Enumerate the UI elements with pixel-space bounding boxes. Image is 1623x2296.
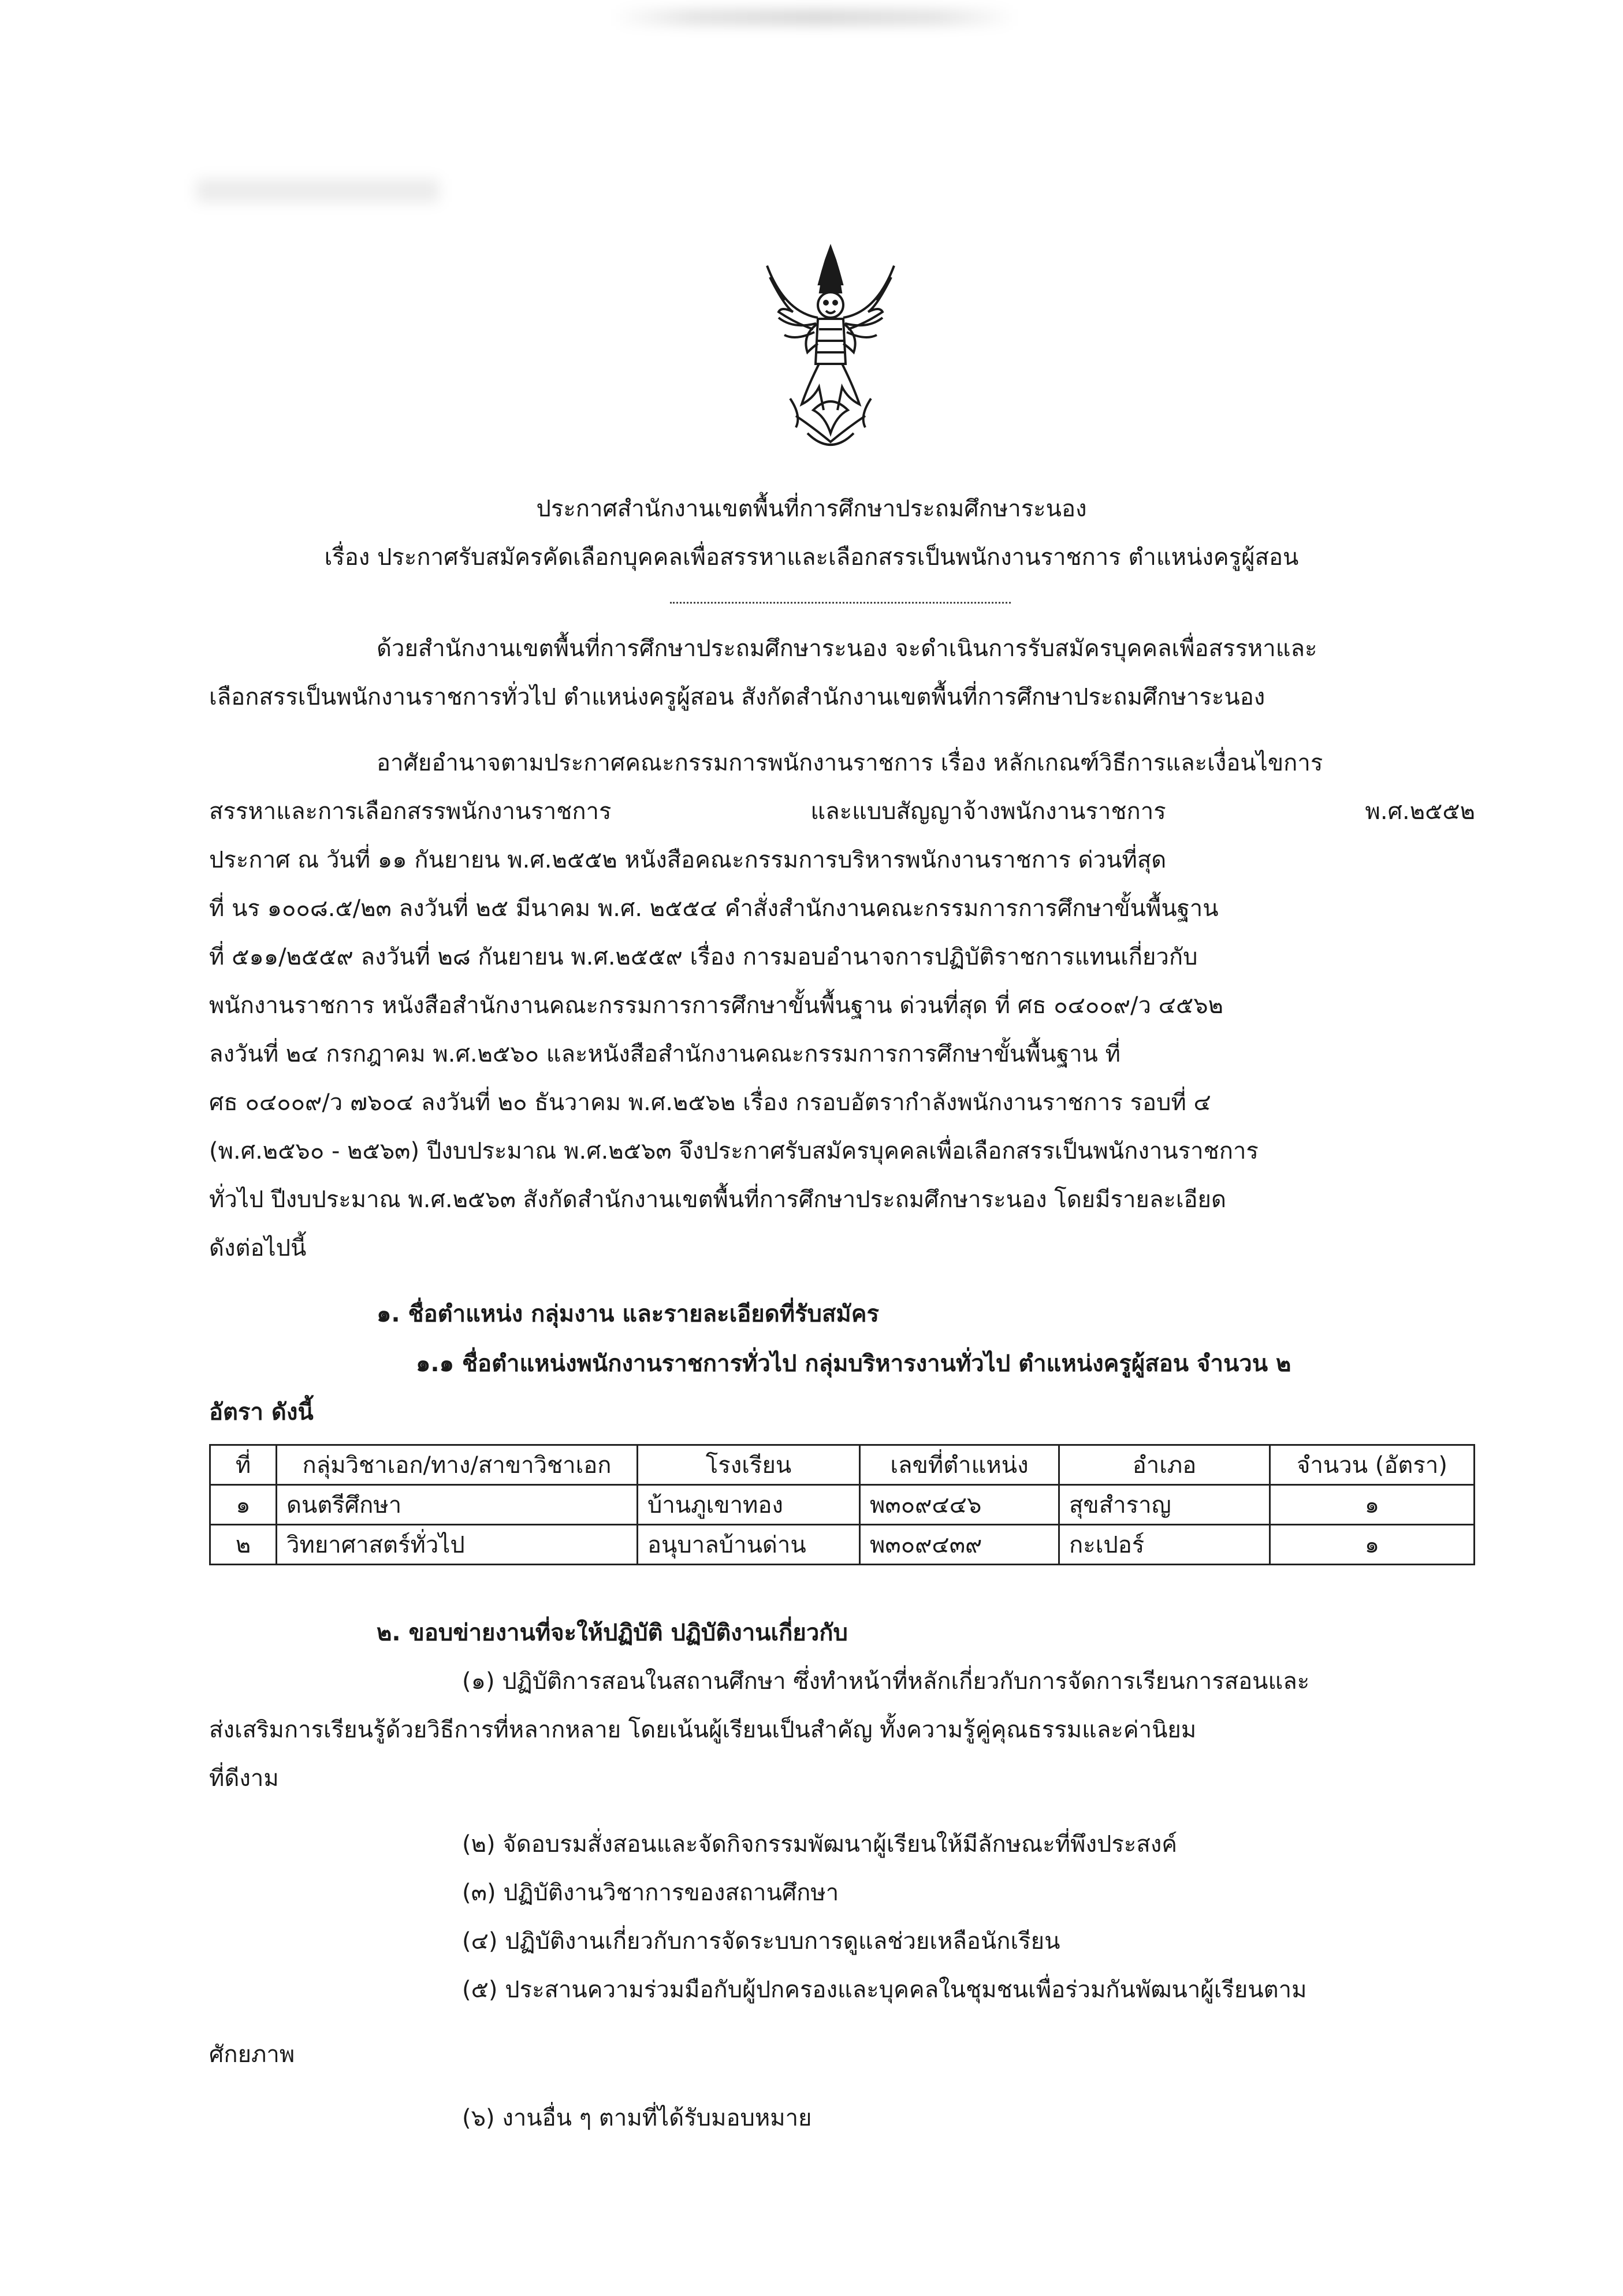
table-cell: สุขสำราญ: [1059, 1485, 1270, 1525]
column-header: กลุ่มวิชาเอก/ทาง/สาขาวิชาเอก: [277, 1445, 638, 1485]
table-cell: ๒: [210, 1525, 277, 1565]
duty-item: (๕) ประสานความร่วมมือกับผู้ปกครองและบุคคลในชุมชนเพื่อร่วมกันพัฒนาผู้เรียนตาม: [462, 1977, 1307, 2003]
table-cell: ๑: [1270, 1525, 1475, 1565]
column-header: ที่: [210, 1445, 277, 1485]
column-header: จำนวน (อัตรา): [1270, 1445, 1475, 1485]
authority-line: พนักงานราชการ หนังสือสำนักงานคณะกรรมการการศึกษาขั้นพื้นฐาน ด่วนที่สุด ที่ ศธ ๐๔๐๐๙/ว ๔๕๖๒: [209, 992, 1223, 1019]
section1-subheading-cont: อัตรา ดังนี้: [209, 1399, 314, 1426]
table-row: [210, 1525, 1475, 1565]
positions-table: [209, 1444, 1475, 1565]
announcement-subject: เรื่อง ประกาศรับสมัครคัดเลือกบุคคลเพื่อสรรหาและเลือกสรรเป็นพนักงานราชการ ตำแหน่งครูผู้สอน: [324, 544, 1299, 571]
section1-subheading: ๑.๑ ชื่อตำแหน่งพนักงานราชการทั่วไป กลุ่มบริหารงานทั่วไป ตำแหน่งครูผู้สอน จำนวน ๒: [416, 1350, 1291, 1377]
duty-item: ที่ดีงาม: [209, 1765, 279, 1792]
authority-line: ศธ ๐๔๐๐๙/ว ๗๖๐๔ ลงวันที่ ๒๐ ธันวาคม พ.ศ.๒๕๖๒ เรื่อง กรอบอัตรากำลังพนักงานราชการ รอบที่ ๔: [209, 1089, 1211, 1116]
garuda-emblem-icon: [761, 243, 900, 456]
table-cell: พ๓๐๙๔๓๙: [860, 1525, 1059, 1565]
table-cell: กะเปอร์: [1059, 1525, 1270, 1565]
duty-item: ส่งเสริมการเรียนรู้ด้วยวิธีการที่หลากหลาย โดยเน้นผู้เรียนเป็นสำคัญ ทั้งความรู้คู่คุณธรรมและค่านิยม: [209, 1717, 1197, 1743]
table-cell: อนุบาลบ้านด่าน: [638, 1525, 860, 1565]
table-cell: บ้านภูเขาทอง: [638, 1485, 860, 1525]
authority-line: ที่ ๕๑๑/๒๕๕๙ ลงวันที่ ๒๘ กันยายน พ.ศ.๒๕๕๙ เรื่อง การมอบอำนาจการปฏิบัติราชการแทนเกี่ยวกับ: [209, 944, 1198, 970]
section1-heading: ๑. ชื่อตำแหน่ง กลุ่มงาน และรายละเอียดที่รับสมัคร: [377, 1301, 879, 1327]
authority-line: (พ.ศ.๒๕๖๐ - ๒๕๖๓) ปีงบประมาณ พ.ศ.๒๕๖๓ จึงประกาศรับสมัครบุคคลเพื่อเลือกสรรเป็นพนักงานราชการ: [209, 1138, 1259, 1164]
table-cell: พ๓๐๙๔๔๖: [860, 1485, 1059, 1525]
scan-artifact: [196, 179, 439, 202]
duty-item: ศักยภาพ: [209, 2041, 295, 2068]
column-header: เลขที่ตำแหน่ง: [860, 1445, 1059, 1485]
duty-item: (๑) ปฏิบัติการสอนในสถานศึกษา ซึ่งทำหน้าที่หลักเกี่ยวกับการจัดการเรียนการสอนและ: [462, 1668, 1310, 1695]
duty-item: (๓) ปฏิบัติงานวิชาการของสถานศึกษา: [462, 1880, 839, 1906]
dotted-separator: [670, 602, 1011, 604]
authority-line: ที่ นร ๑๐๐๘.๕/๒๓ ลงวันที่ ๒๕ มีนาคม พ.ศ. ๒๕๕๔ คำสั่งสำนักงานคณะกรรมการการศึกษาขั้นพื้นฐาน: [209, 895, 1219, 922]
authority-line: สรรหาและการเลือกสรรพนักงานราชการ และแบบสัญญาจ้างพนักงานราชการ พ.ศ.๒๕๕๒: [209, 798, 1475, 825]
duty-item: (๖) งานอื่น ๆ ตามที่ได้รับมอบหมาย: [462, 2105, 812, 2131]
intro-line: ด้วยสำนักงานเขตพื้นที่การศึกษาประถมศึกษาระนอง จะดำเนินการรับสมัครบุคคลเพื่อสรรหาและ: [377, 635, 1317, 662]
authority-line: ทั่วไป ปีงบประมาณ พ.ศ.๒๕๖๓ สังกัดสำนักงานเขตพื้นที่การศึกษาประถมศึกษาระนอง โดยมีรายละเอียด: [209, 1186, 1226, 1213]
table-header-row: [210, 1445, 1475, 1485]
authority-line: อาศัยอำนาจตามประกาศคณะกรรมการพนักงานราชการ เรื่อง หลักเกณฑ์วิธีการและเงื่อนไขการ: [377, 750, 1323, 776]
duty-item: (๔) ปฏิบัติงานเกี่ยวกับการจัดระบบการดูแลช่วยเหลือนักเรียน: [462, 1928, 1060, 1955]
announcement-title: ประกาศสำนักงานเขตพื้นที่การศึกษาประถมศึกษาระนอง: [536, 496, 1087, 522]
table-cell: ๑: [210, 1485, 277, 1525]
authority-line: ประกาศ ณ วันที่ ๑๑ กันยายน พ.ศ.๒๕๕๒ หนังสือคณะกรรมการบริหารพนักงานราชการ ด่วนที่สุด: [209, 847, 1167, 873]
duty-item: (๒) จัดอบรมสั่งสอนและจัดกิจกรรมพัฒนาผู้เรียนให้มีลักษณะที่พึงประสงค์: [462, 1831, 1178, 1858]
intro-line: เลือกสรรเป็นพนักงานราชการทั่วไป ตำแหน่งครูผู้สอน สังกัดสำนักงานเขตพื้นที่การศึกษาประถมศึกษาระนอง: [209, 684, 1265, 710]
scan-artifact: [612, 9, 1017, 26]
table-row: [210, 1485, 1475, 1525]
table-cell: วิทยาศาสตร์ทั่วไป: [277, 1525, 638, 1565]
authority-line: ดังต่อไปนี้: [209, 1235, 307, 1262]
section2-heading: ๒. ขอบข่ายงานที่จะให้ปฏิบัติ ปฏิบัติงานเกี่ยวกับ: [377, 1620, 848, 1646]
table-cell: ๑: [1270, 1485, 1475, 1525]
column-header: อำเภอ: [1059, 1445, 1270, 1485]
table-cell: ดนตรีศึกษา: [277, 1485, 638, 1525]
authority-line: ลงวันที่ ๒๔ กรกฎาคม พ.ศ.๒๕๖๐ และหนังสือสำนักงานคณะกรรมการการศึกษาขั้นพื้นฐาน ที่: [209, 1041, 1121, 1067]
column-header: โรงเรียน: [638, 1445, 860, 1485]
